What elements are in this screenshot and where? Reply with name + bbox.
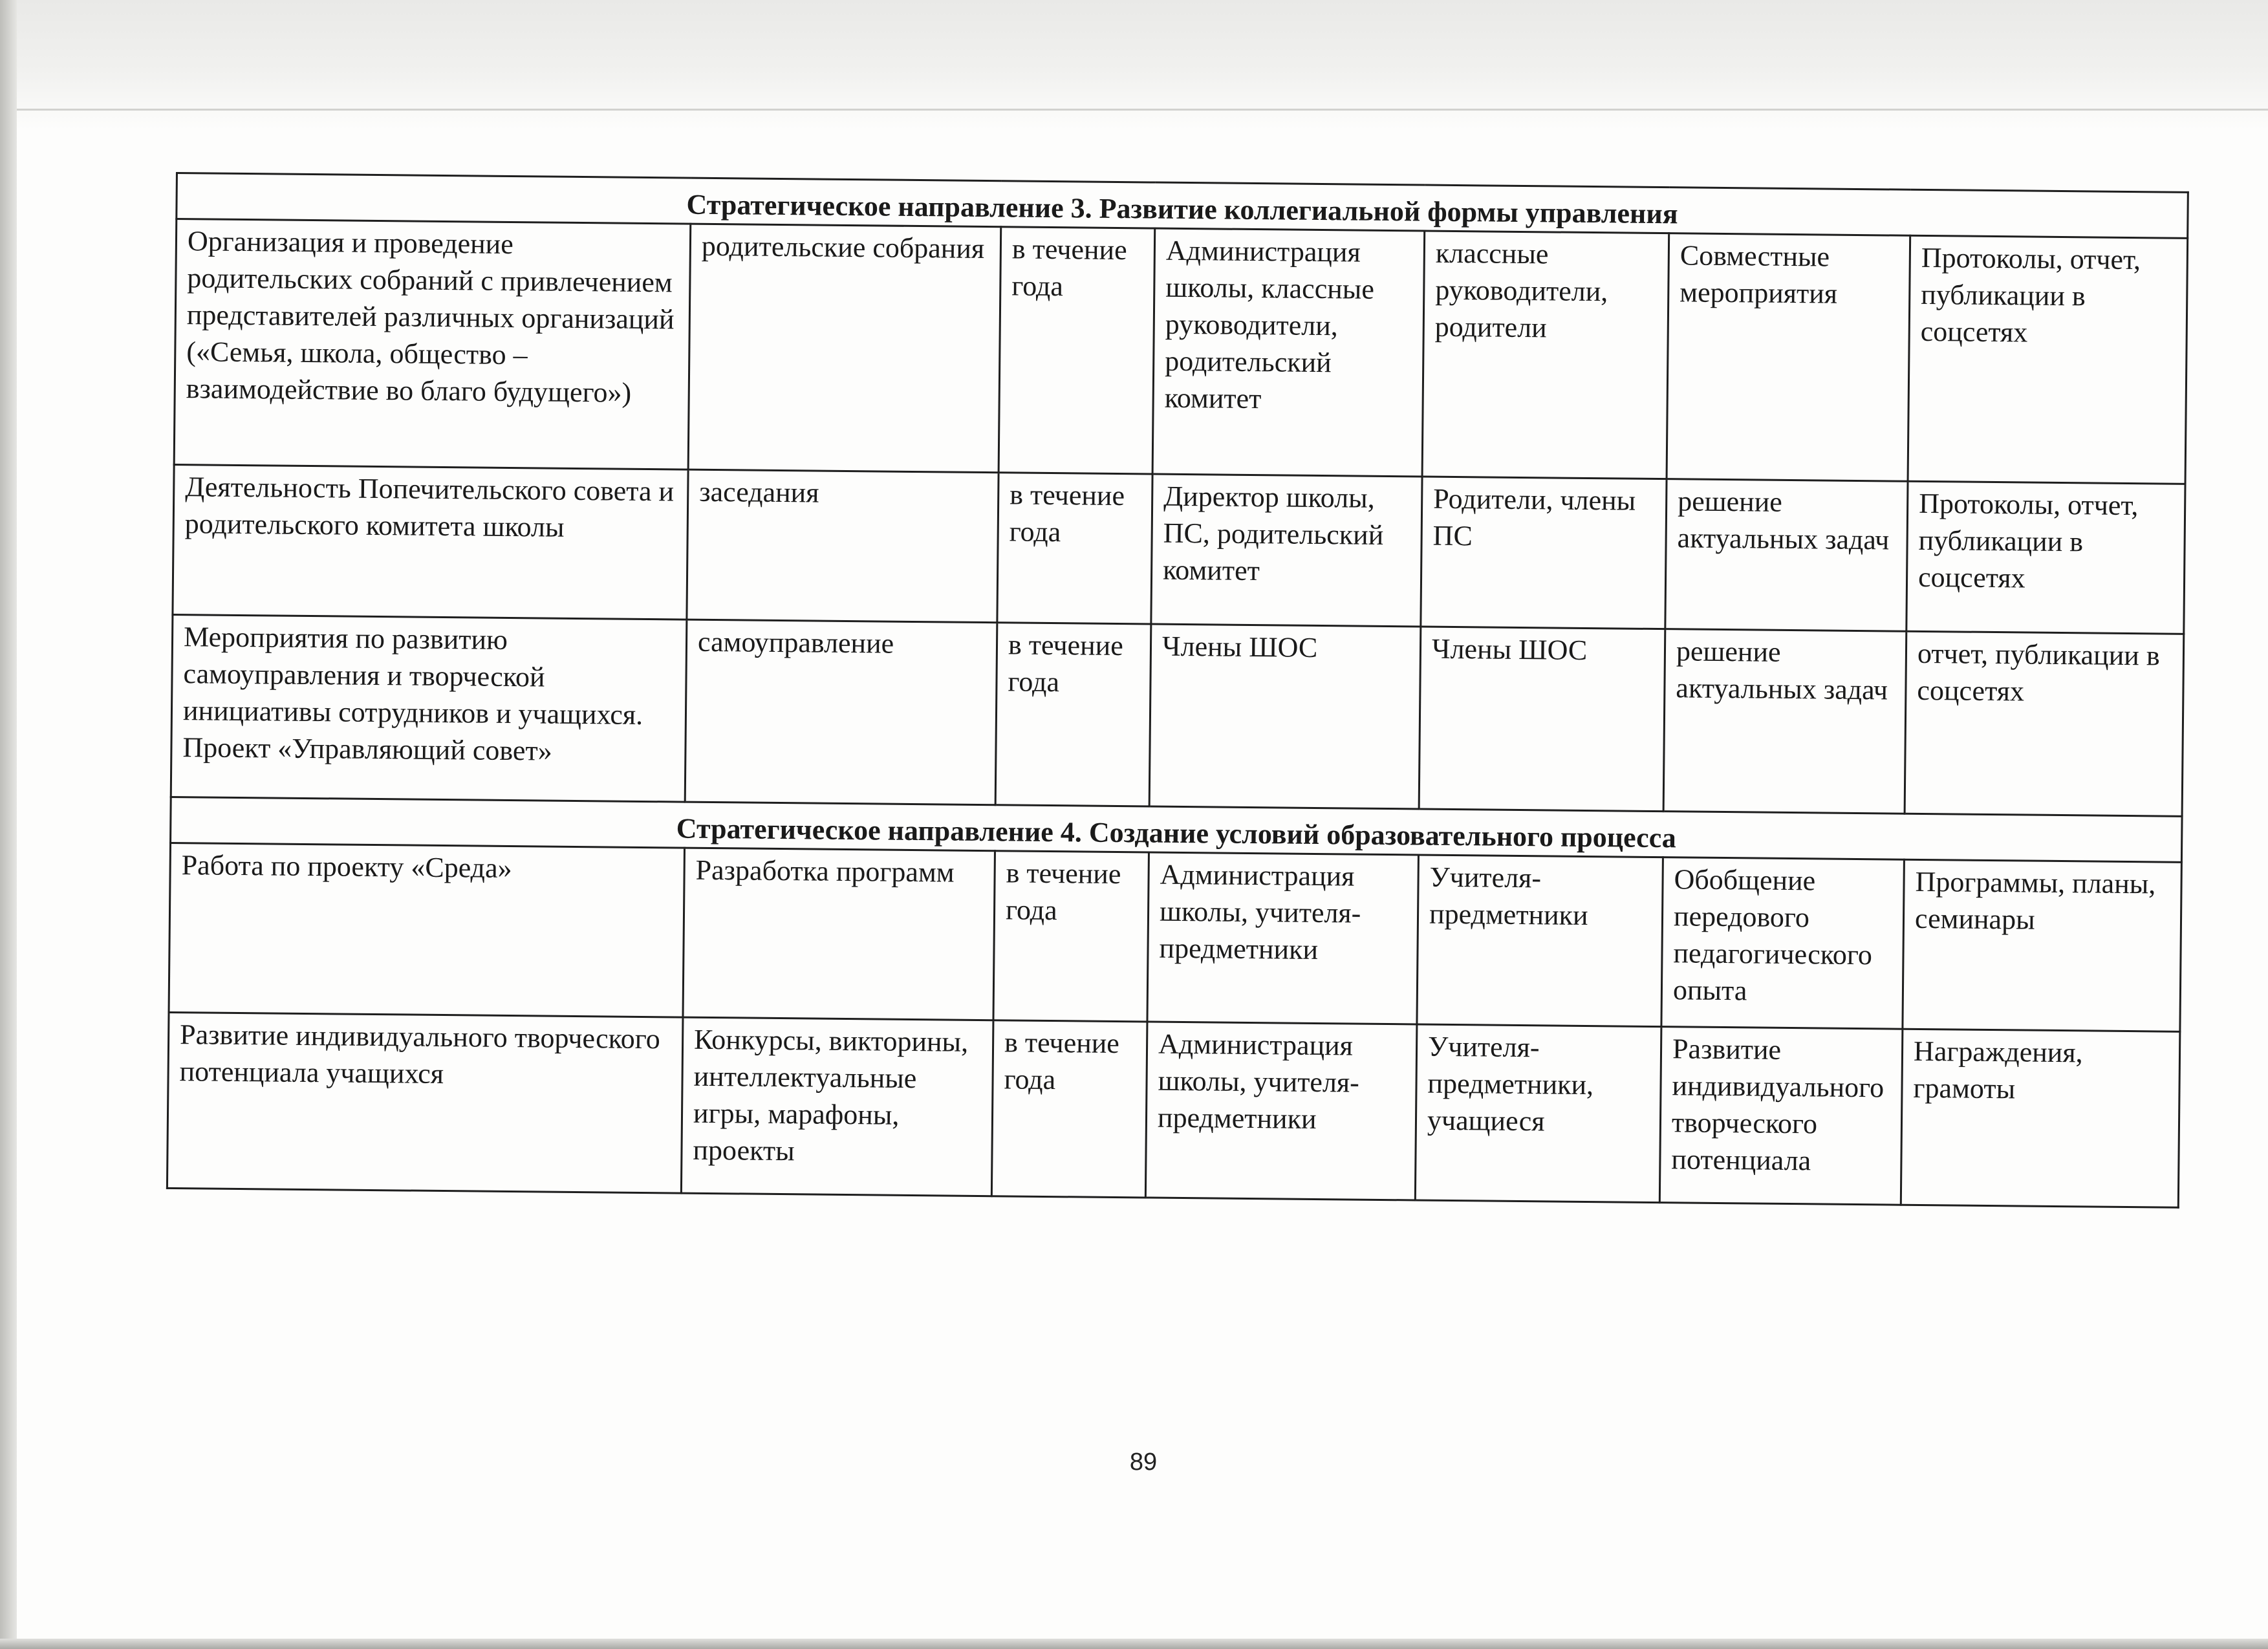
reporting-cell: Протоколы, отчет, публикации в соцсетях — [1908, 235, 2188, 484]
table-row — [174, 219, 2188, 484]
form-cell: самоуправление — [685, 620, 997, 805]
table-row — [171, 614, 2184, 816]
form-cell: Конкурсы, викторины, интеллектуальные игры, марафоны, проекты — [681, 1017, 993, 1196]
section-4-title: Стратегическое направление 4. Создание условий образовательного процесса — [171, 797, 2183, 862]
reporting-cell: Протоколы, отчет, публикации в соцсетях — [1906, 481, 2185, 634]
result-cell: Обобщение передового педагогического опыта — [1661, 857, 1904, 1029]
term-cell: в течение года — [997, 473, 1152, 624]
result-cell: Совместные мероприятия — [1667, 233, 1910, 482]
table-row — [167, 1012, 2180, 1207]
strategic-plan-table — [166, 172, 2189, 1209]
reporting-cell: Программы, планы, семинары — [1903, 859, 2182, 1031]
activity-cell: Работа по проекту «Среда» — [169, 843, 684, 1017]
participants-cell: Учителя-предметники — [1417, 855, 1663, 1027]
table-row — [169, 843, 2181, 1031]
activity-cell: Организация и проведение родительских собраний с привлечением представителей различных организаций («Семья, школа, общество – взаимодействие во благо будущего») — [174, 219, 691, 470]
activity-cell: Развитие индивидуального творческого потенциала учащихся — [167, 1012, 683, 1193]
form-cell: родительские собрания — [688, 224, 1001, 473]
scan-shadow-bottom — [0, 1639, 2268, 1649]
activity-cell: Деятельность Попечительского совета и родительского комитета школы — [173, 464, 688, 620]
term-cell: в течение года — [991, 1020, 1147, 1198]
responsible-cell: Члены ШОС — [1149, 624, 1421, 809]
result-cell: решение актуальных задач — [1663, 629, 1906, 814]
scan-shadow-left — [0, 0, 17, 1649]
term-cell: в течение года — [995, 623, 1151, 806]
responsible-cell: Администрация школы, классные руководители, родительский комитет — [1152, 228, 1425, 477]
form-cell: Разработка программ — [683, 848, 995, 1020]
responsible-cell: Администрация школы, учителя-предметники — [1145, 1022, 1417, 1200]
plan-table-container — [166, 172, 2187, 1209]
result-cell: Развитие индивидуального творческого потенциала — [1659, 1027, 1903, 1205]
form-cell: заседания — [687, 469, 999, 623]
section-3-title: Стратегическое направление 3. Развитие коллегиальной формы управления — [177, 173, 2188, 239]
responsible-cell: Администрация школы, учителя-предметники — [1147, 852, 1418, 1024]
participants-cell: Члены ШОС — [1419, 627, 1665, 812]
activity-cell: Мероприятия по развитию самоуправления и творческой инициативы сотрудников и учащихся. Проект «Управляющий совет» — [171, 614, 687, 802]
participants-cell: Учителя-предметники, учащиеся — [1415, 1024, 1661, 1203]
participants-cell: классные руководители, родители — [1422, 231, 1669, 479]
reporting-cell: отчет, публикации в соцсетях — [1905, 631, 2184, 816]
term-cell: в течение года — [999, 227, 1155, 474]
responsible-cell: Директор школы, ПС, родительский комитет — [1151, 474, 1422, 627]
scan-fold-line — [0, 109, 2268, 111]
reporting-cell: Награждения, грамоты — [1901, 1029, 2180, 1207]
term-cell: в течение года — [993, 851, 1149, 1022]
page-number: 89 — [1129, 1449, 1158, 1476]
participants-cell: Родители, члены ПС — [1421, 477, 1667, 629]
result-cell: решение актуальных задач — [1665, 479, 1908, 632]
table-row — [173, 464, 2185, 634]
